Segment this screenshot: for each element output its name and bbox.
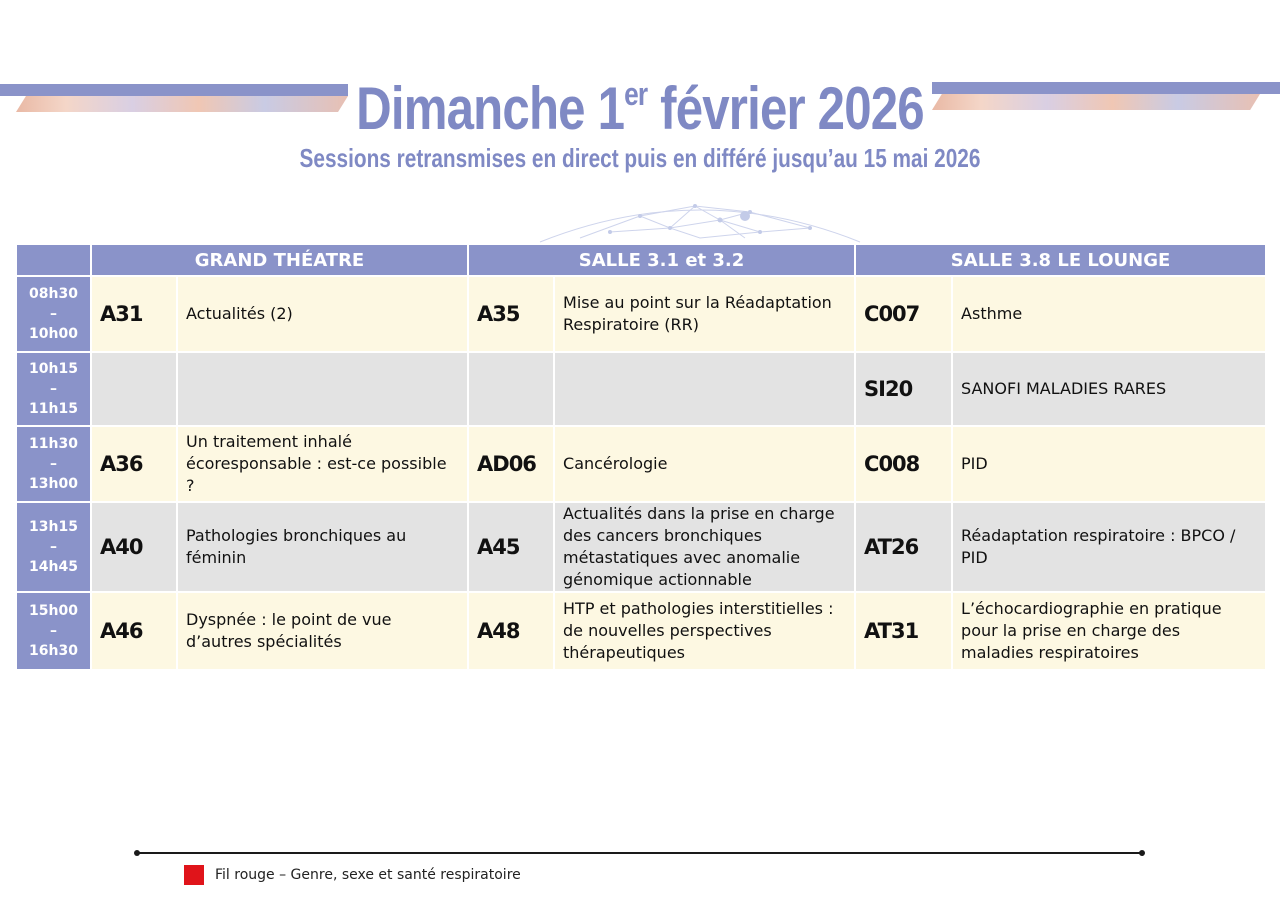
empty-cell [554, 352, 855, 426]
schedule-table [15, 243, 1267, 671]
empty-cell [177, 352, 468, 426]
time-slot: 15h00 – 16h30 [16, 592, 91, 670]
page-title: Dimanche 1er février 2026 [356, 75, 924, 142]
session-code: A40 [91, 502, 177, 592]
session-title: Actualités dans la prise en charge des cancers bronchiques métastatiques avec anomalie génomique actionnable [554, 502, 855, 592]
session-code: A48 [468, 592, 554, 670]
session-title: Réadaptation respiratoire : BPCO / PID [952, 502, 1266, 592]
session-code: SI20 [855, 352, 952, 426]
session-title: Dyspnée : le point de vue d’autres spécialités [177, 592, 468, 670]
session-title: PID [952, 426, 1266, 502]
column-header-salle-3-1-3-2: SALLE 3.1 et 3.2 [468, 244, 855, 276]
session-title: HTP et pathologies interstitielles : de nouvelles perspectives thérapeutiques [554, 592, 855, 670]
divider-endpoint-left [134, 850, 140, 856]
column-header-grand-theatre: GRAND THÉATRE [91, 244, 468, 276]
empty-cell [91, 352, 177, 426]
page-subtitle: Sessions retransmises en direct puis en différé jusqu’au 15 mai 2026 [299, 143, 981, 173]
divider-endpoint-right [1139, 850, 1145, 856]
legend-label: Fil rouge – Genre, sexe et santé respiratoire [215, 867, 521, 883]
table-header-row [16, 244, 1266, 276]
session-title: Un traitement inhalé écoresponsable : est-ce possible ? [177, 426, 468, 502]
session-code: A35 [468, 276, 554, 352]
session-code: A46 [91, 592, 177, 670]
empty-cell [468, 352, 554, 426]
time-slot: 10h15 – 11h15 [16, 352, 91, 426]
session-title: L’échocardiographie en pratique pour la prise en charge des maladies respiratoires [952, 592, 1266, 670]
table-row [16, 276, 1266, 352]
session-code: AD06 [468, 426, 554, 502]
session-code: C007 [855, 276, 952, 352]
time-slot: 13h15 – 14h45 [16, 502, 91, 592]
table-row [16, 592, 1266, 670]
session-title: Actualités (2) [177, 276, 468, 352]
table-row [16, 426, 1266, 502]
table-row [16, 352, 1266, 426]
column-header-salle-3-8-lounge: SALLE 3.8 LE LOUNGE [855, 244, 1266, 276]
session-title: SANOFI MALADIES RARES [952, 352, 1266, 426]
legend-swatch-red [184, 865, 204, 885]
header-corner [16, 244, 91, 276]
session-code: C008 [855, 426, 952, 502]
session-code: A31 [91, 276, 177, 352]
table-row [16, 502, 1266, 592]
session-title: Mise au point sur la Réadaptation Respiratoire (RR) [554, 276, 855, 352]
session-code: AT26 [855, 502, 952, 592]
time-slot: 08h30 – 10h00 [16, 276, 91, 352]
session-title: Pathologies bronchiques au féminin [177, 502, 468, 592]
session-title: Asthme [952, 276, 1266, 352]
time-slot: 11h30 – 13h00 [16, 426, 91, 502]
session-code: A36 [91, 426, 177, 502]
network-globe-graphic [520, 198, 880, 244]
session-code: A45 [468, 502, 554, 592]
footer-divider [137, 852, 1142, 854]
session-title: Cancérologie [554, 426, 855, 502]
session-code: AT31 [855, 592, 952, 670]
